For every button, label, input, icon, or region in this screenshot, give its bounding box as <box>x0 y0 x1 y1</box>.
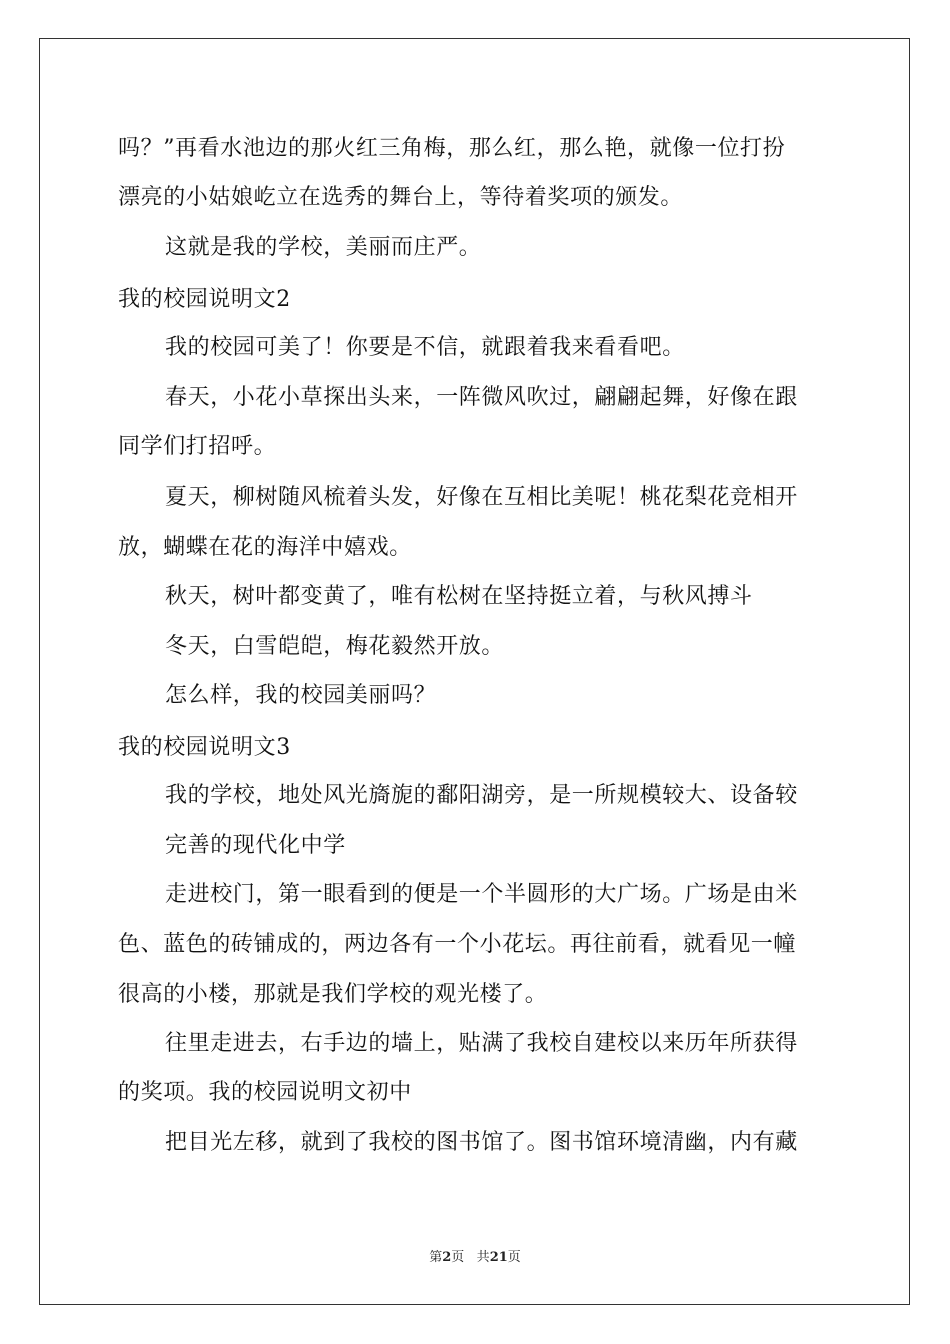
page-number: 2 <box>442 1250 452 1265</box>
text-line: 我的学校，地处风光旖旎的鄱阳湖旁，是一所规模较大、设备较 <box>165 783 798 808</box>
text-line: 很高的小楼，那就是我们学校的观光楼了。 <box>118 982 548 1007</box>
page-footer <box>0 1246 950 1265</box>
section-heading: 我的校园说明文3 <box>118 735 291 760</box>
text-line: 怎么样，我的校园美丽吗？ <box>165 683 437 708</box>
text-line: 色、蓝色的砖铺成的，两边各有一个小花坛。再往前看，就看见一幢 <box>118 932 797 957</box>
section-heading: 我的校园说明文2 <box>118 287 291 312</box>
text-line: 放，蝴蝶在花的海洋中嬉戏。 <box>118 535 412 560</box>
page-suffix: 页 <box>451 1250 465 1265</box>
total-suffix: 页 <box>507 1250 521 1265</box>
text-line: 的奖项。我的校园说明文初中 <box>118 1080 412 1105</box>
page-prefix: 第 <box>429 1250 443 1265</box>
text-line: 走进校门，第一眼看到的便是一个半圆形的大广场。广场是由米 <box>165 882 798 907</box>
text-line: 秋天，树叶都变黄了，唯有松树在坚持挺立着，与秋风搏斗 <box>165 584 753 609</box>
text-line: 我的校园可美了！你要是不信，就跟着我来看看吧。 <box>165 335 685 360</box>
text-line: 把目光左移，就到了我校的图书馆了。图书馆环境清幽，内有藏 <box>165 1130 798 1155</box>
text-line: 往里走进去，右手边的墙上，贴满了我校自建校以来历年所获得 <box>165 1031 798 1056</box>
total-pages: 21 <box>489 1250 508 1265</box>
text-line: 冬天，白雪皑皑，梅花毅然开放。 <box>165 634 505 659</box>
text-line: 同学们打招呼。 <box>118 434 277 459</box>
text-line: 这就是我的学校，美丽而庄严。 <box>165 235 482 260</box>
text-line: 吗？”再看水池边的那火红三角梅，那么红，那么艳，就像一位打扮 <box>118 136 786 161</box>
text-line: 漂亮的小姑娘屹立在选秀的舞台上，等待着奖项的颁发。 <box>118 185 684 210</box>
text-line: 春天，小花小草探出头来，一阵微风吹过，翩翩起舞，好像在跟 <box>165 385 798 410</box>
total-prefix: 共 <box>476 1250 490 1265</box>
text-line: 完善的现代化中学 <box>165 833 346 858</box>
text-line: 夏天，柳树随风梳着头发，好像在互相比美呢！桃花梨花竞相开 <box>165 485 798 510</box>
page-border <box>39 38 910 1305</box>
